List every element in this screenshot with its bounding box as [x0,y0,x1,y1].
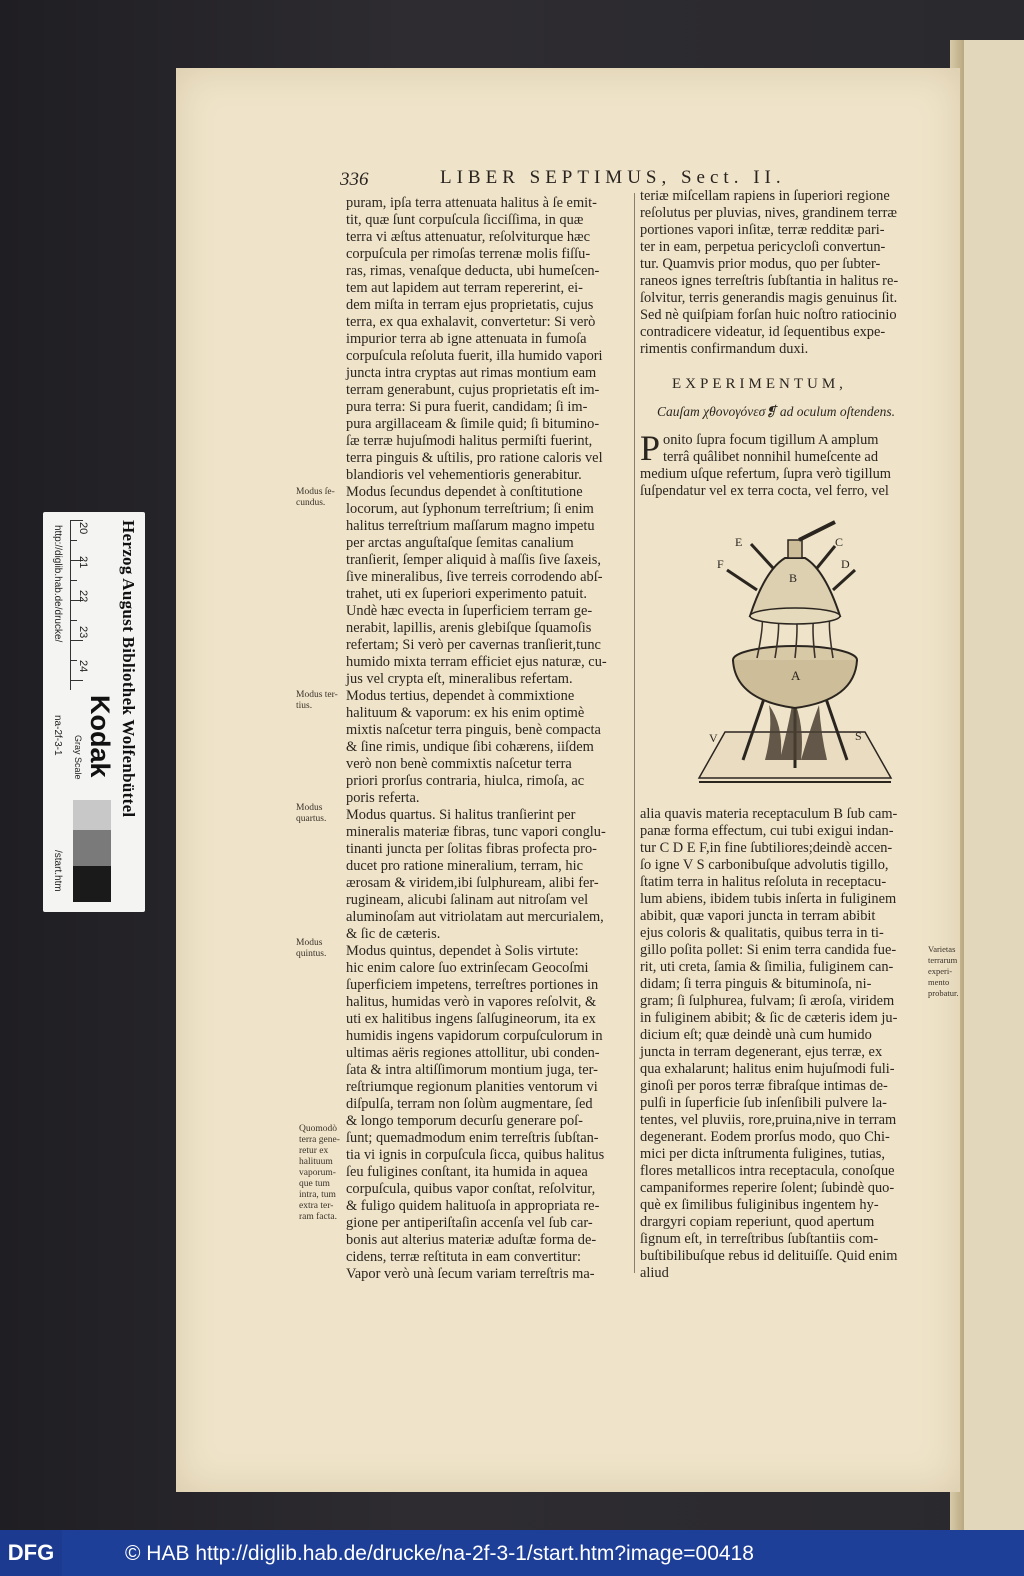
text-line: humido mixta terram efficiet ejus naturæ, cu- [346,654,607,670]
text-line: ras, rimas, venaſque deducta, ubi humeſcen- [346,263,600,279]
margin-note: Quomodò terra gene-retur ex halituum vaporum-que tum intra, tum extra ter-ram facta. [299,1124,340,1222]
text-line: raneos ignes terreſtris ſubſtantia in halitus re- [640,273,899,289]
text-line: impurior terra ab igne attenuata in fumoſa [346,331,587,347]
text-line: tranſierit, ſemper aliquid à maſſis ſive ſaxeis, [346,552,601,568]
left-text-column [346,195,632,1283]
text-line: ſolvitur, terris generandis magis genuinus ſit. [640,290,898,306]
kodak-logo: Kodak [85,695,115,778]
text-line: corpuſcula, quibus vapor conſtat, reſolvitur, [346,1181,596,1197]
text-line: halitus, humidas verò in vapores reſolvit, & [346,994,597,1010]
text-line: didam; ſi terra pinguis & bituminoſa, ni- [640,976,872,992]
text-line: alia quavis materia receptaculum B ſub cam- [640,806,898,822]
text-line: ſo igne V S carbonibuſque advolutis tigillo, [640,857,889,873]
text-line: ſeu fuligines conſtant, ita humida in aquea [346,1164,588,1180]
text-line: gillo poſita pollet: Si enim terra candida fue- [640,942,897,958]
text-line: ſunt; quemadmodum enim terreſtris ſubſtan- [346,1130,599,1146]
text-line: contradicere videatur, id ſequentibus expe- [640,324,886,340]
ruler-tick [71,620,77,621]
label-c: C [835,535,844,549]
text-line: flores metallicos intra receptacula, conoſque [640,1163,895,1179]
experiment-heading: EXPERIMENTUM, [672,376,847,392]
page-number: 336 [340,169,369,190]
card-url-left: http://diglib.hab.de/drucke/ [52,525,63,643]
margin-note: Varietas terrarum experi-mento probatur. [928,944,959,998]
experiment-line: onito ſupra focum tigillum A amplum [663,432,879,448]
library-name: Herzog August Bibliothek Wolfenbüttel [119,520,138,818]
text-line: ſæ terræ hujuſmodi halitus permiſti fuerint, [346,433,593,449]
text-line: campaniformes reperire ſolent; ſubindè quo- [640,1180,895,1196]
text-line: terra pinguis & uſtilis, pro ratione caloris vel [346,450,603,466]
text-line: teriæ miſcellam rapiens in ſuperiori regione [640,188,890,204]
text-line: terra vi æſtus attenuatur, reſolviturque hæc [346,229,590,245]
experiment-line: ſuſpendatur vel ex terra cocta, vel ferro, vel [640,483,889,499]
text-line: dicium eſt; quæ deindè unà cum humido [640,1027,872,1043]
text-line: aliud [640,1265,669,1281]
text-line: tur. Quamvis prior modus, quo per ſubter- [640,256,881,272]
footer-copyright: © HAB http://diglib.hab.de/drucke/na-2f-3-1/start.htm?image=00418 [125,1542,754,1565]
text-line: poris referta. [346,790,420,806]
label-b: B [789,571,798,585]
margin-note: Modus ter-tius. [296,690,338,711]
ruler-number: 24 [77,660,89,673]
ruler-number: 20 [77,522,89,535]
text-line: & fuligo quidem halituoſa in appropriata re- [346,1198,600,1214]
text-line: reſtriumque regionum planities ventorum vi [346,1079,598,1095]
text-line: per arctas anguſtaſque ſemitas canalium [346,535,574,551]
text-line: tentes, vel pluviis, rore,pruina,nive in terram [640,1112,897,1128]
gray-swatch-light [73,800,111,830]
text-line: humidis ingens vapidorum corpuſculorum in [346,1028,603,1044]
text-line: locorum, aut ſyphonum terreſtrium; ſi enim [346,501,594,517]
text-line: portiones vapori inſitæ, terræ redditæ pari- [640,222,885,238]
text-line: Modus quartus. Si halitus tranſierint per [346,807,576,823]
experiment-line: medium uſque refertum, ſupra verò tigillum [640,466,891,482]
ruler-tick [71,520,83,521]
text-line: rimentis confirmandum duxi. [640,341,809,357]
dfg-logo: DFG [0,1530,62,1576]
margin-note: Modus quartus. [296,803,327,824]
label-a: A [791,668,801,683]
column-divider [634,193,635,1273]
text-line: Modus ſecundus dependet à conſtitutione [346,484,583,500]
text-line: puram, ipſa terra attenuata halitus à ſe emit- [346,195,597,211]
measure-ruler [70,520,113,690]
ruler-tick [71,540,77,541]
label-s: S [855,729,862,743]
text-line: pura argillaceam & ſimile quid; ſi bitumino- [346,416,600,432]
text-line: hic enim calore ſuo extrinſecam Geocoſmi [346,960,589,976]
margin-note: Modus ſe-cundus. [296,487,335,508]
text-line: rit, uti creta, ſamia & ſimilia, fuliginem can- [640,959,894,975]
distillation-apparatus-figure [695,510,895,785]
text-line: blandioris vel vehementioris generabitur. [346,467,582,483]
text-line: cidens, terræ reſtituta in eam convertitur: [346,1249,581,1265]
experiment-line: terrâ quâlibet nonnihil humeſcente ad [663,449,879,465]
text-line: halitus terreſtrium maſſarum magno impetu [346,518,595,534]
gray-swatch-dark [73,866,111,902]
next-page-edge [960,40,1024,1530]
right-text-column-bottom [640,806,924,1282]
text-line: ſignum eſt, in terreſtribus ſubſtantiis com- [640,1231,879,1247]
text-line: ginoſi per poros terræ fibraſque intimas de- [640,1078,888,1094]
drop-cap: P [640,428,661,468]
text-line: corpuſcula per rimoſas terrenæ molis fiſſu- [346,246,591,262]
label-d: D [841,557,850,571]
text-line: Modus tertius, dependet à commixtione [346,688,575,704]
text-line: juncta in terram degenerant, ejus terræ, ex [640,1044,883,1060]
ruler-tick [71,680,83,681]
text-line: gram; ſi ſulphurea, fulvam; ſi æroſa, viridem [640,993,895,1009]
text-line: tur C D E F,in fine ſubtiliores;deindè accen- [640,840,893,856]
text-line: mineralis materiæ fibras, tunc vapori conglu- [346,824,606,840]
text-line: Undè hæc evecta in ſuperficiem terram ge- [346,603,593,619]
text-line: ducet pro ratione mineralium, terram, hic [346,858,583,874]
ruler-number: 22 [77,590,89,603]
text-line: mixtis naſcetur terra pinguis, benè compacta [346,722,601,738]
right-text-column-top [640,188,924,358]
text-line: ſtatim terra in halitus reſoluta in receptacu- [640,874,887,890]
text-line: ter in eam, perpetua pericycloſi convertun- [640,239,886,255]
text-line: in fuliginem abibit; & ſic de cæteris idem ju- [640,1010,898,1026]
text-line: aluminoſam aut vitriolatam aut mercurialem, [346,909,604,925]
text-line: gione per antiperiſtaſin accenſa vel ſub car- [346,1215,593,1231]
text-line: ultimas aëris regiones attollitur, ubi conden- [346,1045,600,1061]
grayscale-label: Gray Scale [73,735,83,780]
text-line: què ex ſimilibus fuliginibus ingentem hy- [640,1197,879,1213]
text-line: nerabit, lapillis, arenis glebiſque ſquamoſis [346,620,592,636]
text-line: diſpulſa, terram non ſolùm augmentare, ſed [346,1096,593,1112]
text-line: & ſic de cæteris. [346,926,441,942]
label-v: V [709,731,718,745]
ruler-number: 21 [77,556,89,569]
text-line: buſtibilibuſque rebus id delituiſſe. Quid enim [640,1248,898,1264]
text-line: lum abiens, ibidem tubis inſerta in fuliginem [640,891,897,907]
label-e: E [735,535,743,549]
text-line: drargyri copiam reperiunt, quod apertum [640,1214,875,1230]
label-f: F [717,557,724,571]
text-line: panæ forma effectum, cui tubi exigui indan- [640,823,894,839]
text-line: tit, quæ ſunt corpuſcula ſicciſſima, in quæ [346,212,584,228]
experiment-text [640,428,924,500]
text-line: rugineam, alicubi ſalinam aut nitroſam vel [346,892,589,908]
text-line: halituum & vaporum: ex his enim optimè [346,705,585,721]
text-line: qua exhalarunt; halitus enim hujuſmodi fuli- [640,1061,895,1077]
ruler-tick [71,580,77,581]
text-line: priori prorſus contraria, hiulca, rimoſa, ac [346,773,585,789]
ruler-number: 23 [77,626,89,639]
text-line: verò non benè commixtis naſcetur terra [346,756,572,772]
text-line: mici per dicta inſtrumenta fuligines, tutias, [640,1146,885,1162]
text-line: abibit, quæ vapori juncta in terram abibit [640,908,876,924]
text-line: refertam; Si verò per cavernas tranſierit,tunc [346,637,601,653]
text-line: jus vel crypta eſt, mineralibus refertam. [346,671,573,687]
text-line: bonis aut alterius materiæ aduſtæ forma de- [346,1232,597,1248]
gray-swatch-mid [73,830,111,866]
ruler-tick [71,640,83,641]
card-signature: na-2f-3-1 [52,715,63,756]
text-line: tinanti juncta per ſolitas fibras profecta pro- [346,841,597,857]
card-url-right: /start.htm [52,850,63,892]
text-line: Vapor verò unà ſecum variam terreſtris ma- [346,1266,595,1282]
margin-note: Modus quintus. [296,938,327,959]
experiment-body [640,428,924,500]
text-line: uti ex halitibus ingens ſalſugineorum, ita ex [346,1011,596,1027]
text-line: ſata & intra altiſſimorum montium juga, ter- [346,1062,598,1078]
experiment-subheading: Cauſam χθονογόνεσ❡ ad oculum oſtendens. [657,404,896,419]
text-line: corpuſcula reſoluta fuerit, illa humido vapori [346,348,603,364]
text-line: ejus coloris & qualitatis, quibus terra in ti- [640,925,884,941]
running-title: LIBER SEPTIMUS, Sect. II. [440,167,786,188]
text-line: trahet, uti ex ſuperiori experimento patuit. [346,586,587,602]
text-line: tem aut lapidem aut terram repererint, ei- [346,280,583,296]
text-line: ſuperficiem impetens, terreſtres portiones in [346,977,599,993]
text-line: dem miſta in terram ejus proprietatis, cujus [346,297,594,313]
text-line: Modus quintus, dependet à Solis virtute: [346,943,579,959]
text-line: pura terra: Si pura fuerit, candidam; ſi im- [346,399,588,415]
text-line: juncta intra cryptas aut rimas montium eam [346,365,597,381]
text-line: ſive mineralibus, ſive terreis corrodendo abſ- [346,569,603,585]
text-line: tia vi ignis in corpuſcula ſicca, quibus halitus [346,1147,605,1163]
text-line: & longo temporum decurſu generare poſ- [346,1113,583,1129]
text-line: ærosam & viridem,ibi ſulphuream, alibi fer- [346,875,599,891]
text-line: degenerant. Eodem prorſus modo, quo Chi- [640,1129,890,1145]
text-line: reſolutus per pluvias, nives, grandinem terræ [640,205,897,221]
text-line: Sed nè quiſpiam forſan huic noſtro ratiocinio [640,307,897,323]
text-line: terra, ex qua exhalavit, convertetur: Si verò [346,314,596,330]
text-line: pulſi in ſuperficie ſub inſenſibili pulvere la- [640,1095,887,1111]
text-line: terram generabunt, cujus proprietatis eſt im- [346,382,600,398]
text-line: & ſine rimis, undique ſibi cohærens, iiſdem [346,739,594,755]
